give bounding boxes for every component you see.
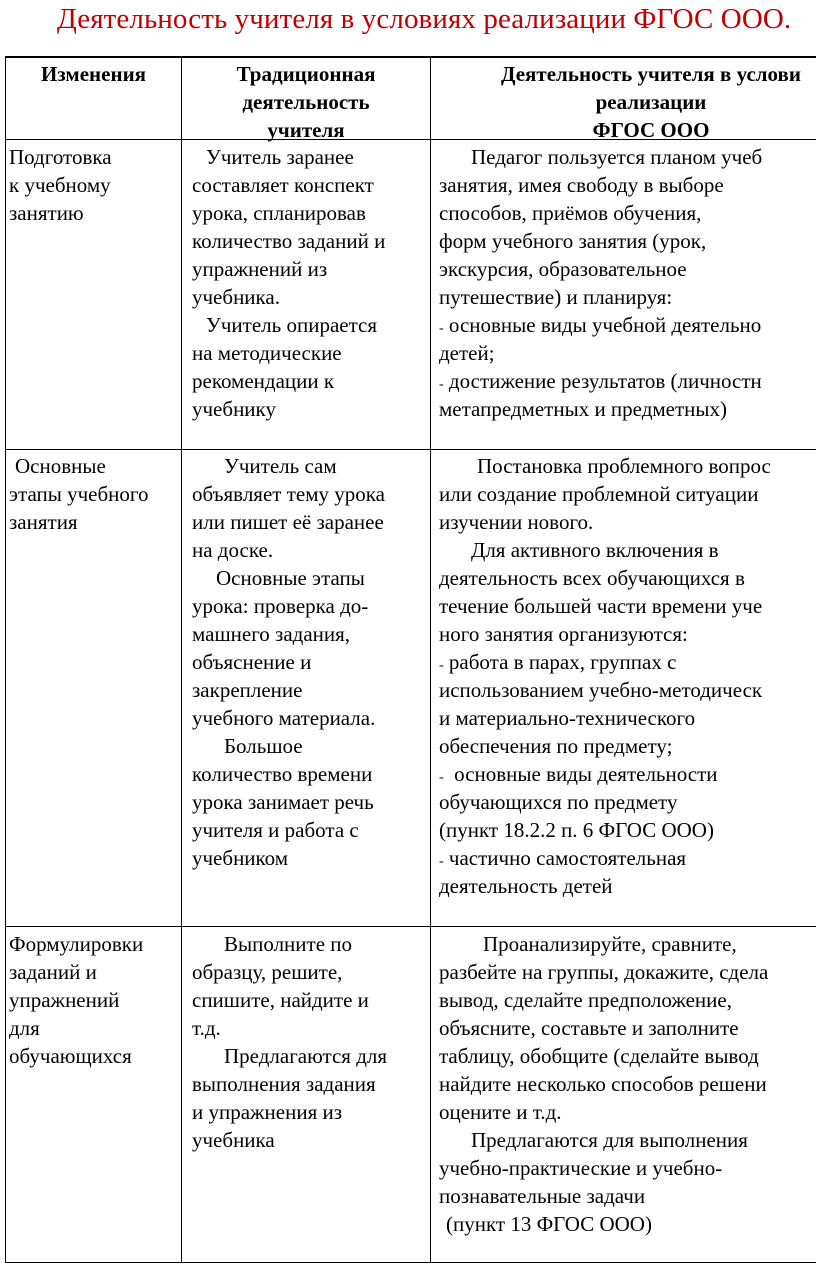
row1-traditional: Учитель заранее составляет конспект урока, спланировав количество заданий и упражнений из учебника. Учитель опирается на методические рекомендации к учебнику [192,145,386,421]
header-fgos: Деятельность учителя в услови реализации ФГОС ООО [501,62,801,142]
table-border-left [5,56,6,1263]
bullet-dash: - [439,854,444,869]
row1-change: Подготовка к учебному занятию [9,145,112,225]
row3-change: Формулировки заданий и упражнений для обучающихся [9,932,144,1068]
bullet-dash: - [439,658,444,673]
row3-traditional: Выполните по образцу, решите, спишите, найдите и т.д. Предлагаются для выполнения задания и упражнения из учебника [192,932,388,1152]
bullet-dash: - [439,770,444,785]
header-traditional: Традиционная деятельность учителя [236,62,376,142]
row1-fgos: Педагог пользуется планом учеб занятия, имея свободу в выборе способов, приёмов обучения, форм учебного занятия (урок, экскурсия, образовательное путешествие) и планируя: - основные виды учебной деятельно детей; - достижение результатов (личностн метапредметных и предметных) [439,145,763,421]
row2-traditional: Учитель сам объявляет тему урока или пишет её заранее на доске. Основные этапы урока: проверка до- машнего задания, объяснение и закрепление учебного материала. Большое количество времени урока занимает речь учителя и работа с учебником [192,454,385,870]
header-changes: Изменения [40,62,147,86]
table-border-top [5,56,816,58]
table-col-divider [181,56,182,1263]
table-row-divider [5,449,816,450]
bullet-dash: - [439,377,444,392]
table-col-divider [430,56,431,1263]
row3-fgos: Проанализируйте, сравните, разбейте на группы, докажите, сдела вывод, сделайте предположение, объясните, составьте и заполните таблицу, обобщите (сделайте вывод найдите несколько способов решени оцените и т.д. Предлагаются для выполнения учебно-практические и учебно- познавательные задачи (пункт 13 ФГОС ООО) [439,932,769,1236]
bullet-dash: - [439,321,444,336]
row2-fgos: Постановка проблемного вопрос или создание проблемной ситуации изучении нового. Для активного включения в деятельность всех обучающихся в течение большей части времени уче ного занятия организуются: - работа в парах, группах с использованием учебно-методическ и материально-технического обеспечения по предмету; - основные виды деятельности обучающихся по предмету (пункт 18.2.2 п. 6 ФГОС ООО) - частично самостоятельная деятельность детей [439,454,771,898]
row2-change: Основные этапы учебного занятия [9,454,149,534]
table-border-bottom [5,1262,816,1263]
table-row-divider [5,926,816,927]
page-title: Деятельность учителя в условиях реализации ФГОС ООО. [57,3,792,35]
